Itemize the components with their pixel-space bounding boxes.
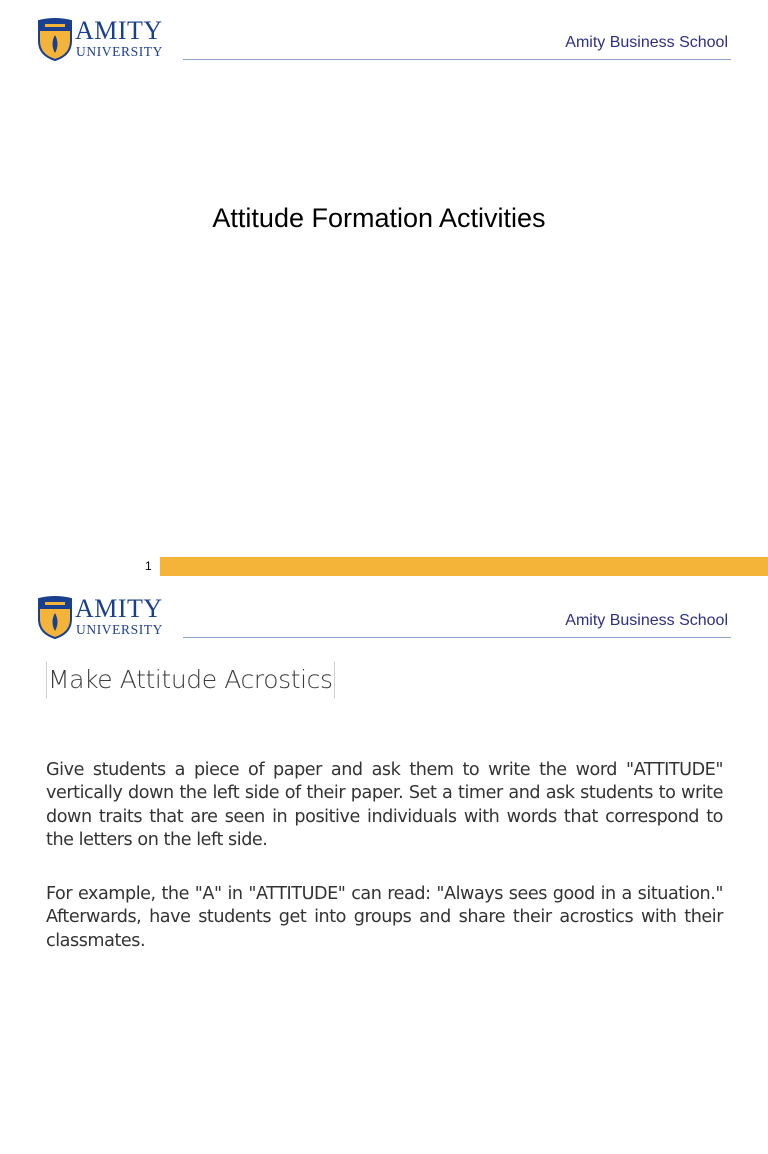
school-name: Amity Business School: [565, 34, 728, 51]
slide-1: [0, 0, 768, 576]
header-divider: [183, 59, 731, 60]
slide-title: Attitude Formation Activities: [212, 203, 546, 233]
shield-logo-icon: [37, 17, 73, 61]
body-paragraph: Give students a piece of paper and ask them to write the word "ATTITUDE" vertically down the left side of their paper. Set a timer and ask students to write down traits that are seen in positive individuals with words that correspond to the letters on the left side.: [46, 760, 723, 851]
body-paragraph: For example, the "A" in "ATTITUDE" can read: "Always sees good in a situation." Afterwards, have students get into groups and share their acrostics with their classmates.: [46, 884, 723, 951]
amity-logo: [37, 17, 177, 63]
school-name: Amity Business School: [565, 612, 728, 629]
logo-subtitle: UNIVERSITY: [76, 44, 163, 59]
footer-bar: [160, 557, 768, 576]
shield-logo-icon: [37, 595, 73, 639]
slide-heading: Make Attitude Acrostics: [46, 662, 335, 698]
logo-word: AMITY: [75, 16, 163, 45]
logo-subtitle: UNIVERSITY: [76, 622, 163, 637]
amity-logo: [37, 595, 177, 641]
header-divider: [183, 637, 731, 638]
page-number: 1: [145, 559, 152, 573]
slide-2: [0, 578, 768, 1154]
logo-word: AMITY: [75, 594, 163, 623]
